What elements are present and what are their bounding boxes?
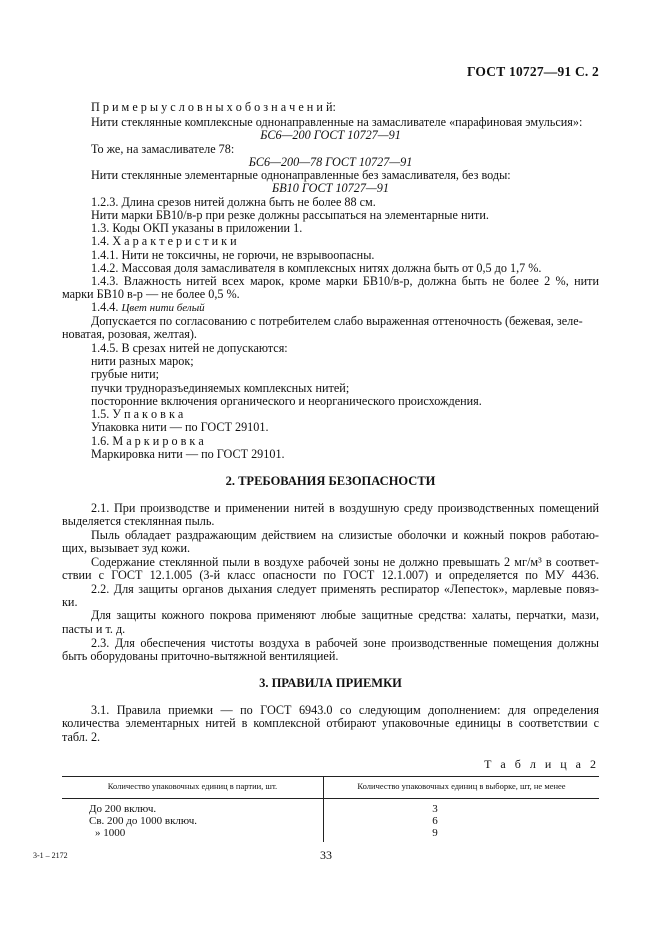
text-line: Нити марки БВ10/в-р при резке должны рассыпаться на элементарные нити.	[91, 208, 489, 222]
table-cell: 6	[432, 815, 438, 827]
text-line: марки БВ10 в-р — не более 0,5 %.	[62, 287, 240, 301]
table-cell: Св. 200 до 1000 включ.	[89, 815, 197, 827]
text-line: 3.1. Правила приемки — по ГОСТ 6943.0 со следующим дополнением: для определения	[91, 703, 599, 717]
designation: БС6—200 ГОСТ 10727—91	[260, 128, 401, 142]
table-cell: » 1000	[95, 827, 126, 839]
text-line: пасты и т. д.	[62, 622, 126, 636]
subsection-heading: 1.5. У п а к о в к а	[91, 407, 184, 421]
subsection-heading: 1.4. Х а р а к т е р и с т и к и	[91, 234, 237, 248]
text-line: 1.2.3. Длина срезов нитей должна быть не более 88 см.	[91, 195, 376, 209]
section-title-safety: 2. ТРЕБОВАНИЯ БЕЗОПАСНОСТИ	[225, 474, 436, 488]
text-line: 1.4.3. Влажность нитей всех марок, кроме марки БВ10/в-р, должна быть не более 2 %, нити	[91, 274, 599, 288]
table-caption: Т а б л и ц а 2	[484, 757, 599, 771]
page-number: 33	[320, 848, 332, 862]
examples-heading: П р и м е р ы у с л о в н ы х о б о з н а ч е н и й:	[91, 100, 336, 114]
table-cell: 3	[432, 803, 438, 815]
text-line: Для защиты кожного покрова применяют любые защитные средства: халаты, перчатки, мази,	[91, 608, 599, 622]
text-line: количества элементарных нитей в комплексной отбирают упаковочные единицы в соответствии с	[62, 716, 599, 730]
designation: БВ10 ГОСТ 10727—91	[272, 181, 389, 195]
text-line: Маркировка нити — по ГОСТ 29101.	[91, 447, 285, 461]
text-line: Нити стеклянные комплексные однонаправленные на замасливателе «парафиновая эмульсия»:	[91, 115, 583, 129]
text-line: То же, на замасливателе 78:	[91, 142, 235, 156]
text-line: новатая, розовая, желтая).	[62, 327, 197, 341]
text-line: 2.1. При производстве и применении нитей в воздушную среду производственных помещений	[91, 501, 599, 515]
text-line: 1.4.5. В срезах нитей не допускаются:	[91, 341, 288, 355]
print-code: 3-1 – 2172	[33, 851, 68, 860]
text-line: табл. 2.	[62, 730, 101, 744]
table-cell: До 200 включ.	[89, 803, 157, 815]
section-title-acceptance: 3. ПРАВИЛА ПРИЕМКИ	[259, 676, 402, 690]
table-top-rule	[62, 776, 599, 777]
text-line: 2.2. Для защиты органов дыхания следует применять респиратор «Лепесток», марлевые повяз-	[91, 582, 599, 596]
list-item: нити разных марок;	[91, 354, 194, 368]
text-line: 1.3. Коды ОКП указаны в приложении 1.	[91, 221, 303, 235]
text-line: ки.	[62, 595, 78, 609]
text-line: выделяется стеклянная пыль.	[62, 514, 215, 528]
table-header-cell: Количество упаковочных единиц в выборке, шт, не менее	[357, 781, 566, 791]
text-line: Содержание стеклянной пыли в воздухе рабочей зоны не должно превышать 2 мг/м³ в соответ-	[91, 555, 599, 569]
list-item: посторонние включения органического и неорганического происхождения.	[91, 394, 482, 408]
text-line: Нити стеклянные элементарные однонаправленные без замасливателя, без воды:	[91, 168, 511, 182]
table-header-cell: Количество упаковочных единиц в партии, шт.	[107, 781, 278, 791]
text-line: ствии с ГОСТ 12.1.005 (3-й класс опасности по ГОСТ 12.1.007) и определяется по МУ 4436.	[62, 568, 599, 582]
table-header-rule	[62, 798, 599, 799]
text-line: быть оборудованы приточно-вытяжной вентиляцией.	[62, 649, 339, 663]
clause-title: Цвет нити белый	[121, 302, 205, 314]
table-cell: 9	[432, 827, 438, 839]
text-line: Допускается по согласованию с потребителем слабо выраженная оттеночность (бежевая, зеле-	[91, 314, 583, 328]
text-line: Упаковка нити — по ГОСТ 29101.	[91, 420, 269, 434]
text-line: Пыль обладает раздражающим действием на слизистые оболочки и кожный покров работаю-	[91, 528, 599, 542]
text-line: 1.4.1. Нити не токсичны, не горючи, не взрывоопасны.	[91, 248, 375, 262]
text-line: 2.3. Для обеспечения чистоты воздуха в рабочей зоне производственные помещения должны	[91, 636, 599, 650]
designation: БС6—200—78 ГОСТ 10727—91	[248, 155, 413, 169]
list-item: пучки трудноразъединяемых комплексных нитей;	[91, 381, 350, 395]
list-item: грубые нити;	[91, 367, 159, 381]
clause-number: 1.4.4.	[91, 300, 119, 314]
text-line: щих, вызывает зуд кожи.	[62, 541, 191, 555]
page-header: ГОСТ 10727—91 С. 2	[466, 64, 599, 79]
subsection-heading: 1.6. М а р к и р о в к а	[91, 434, 204, 448]
text-line: 1.4.2. Массовая доля замасливателя в комплексных нитях должна быть от 0,5 до 1,7 %.	[91, 261, 542, 275]
text-line	[91, 300, 599, 315]
